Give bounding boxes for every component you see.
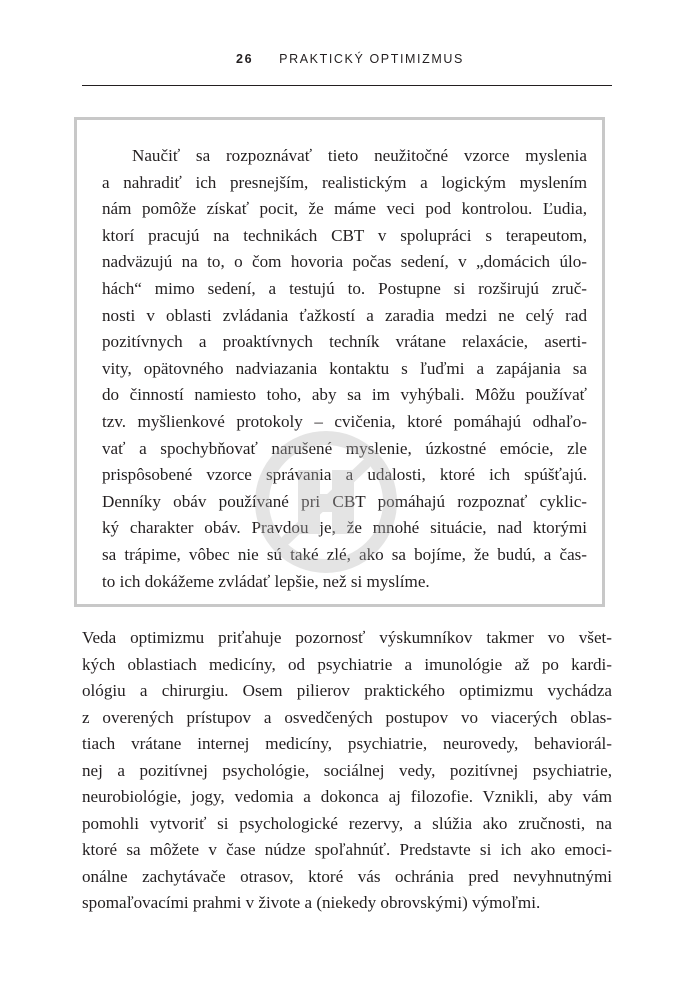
running-header (0, 52, 700, 66)
text-line: ológiu a chirurgiu. Osem pilierov praktického optimizmu vychádza (82, 681, 612, 700)
text-line: Naučiť sa rozpoznávať tieto neužitočné vzorce myslenia (132, 146, 587, 165)
text-line: z overených prístupov a osvedčených postupov vo viacerých oblas- (82, 707, 612, 727)
text-line: ký charakter obáv. Pravdou je, že mnohé situácie, nad ktorými (102, 518, 587, 538)
text-line: vať a spochybňovať narušené myslenie, úzkostné emócie, zle (102, 438, 587, 458)
text-line: to ich dokážeme zvládať lepšie, než si myslíme. (102, 571, 430, 591)
running-title: PRAKTICKÝ OPTIMIZMUS (279, 52, 464, 66)
text-line: do činností namiesto toho, aby sa im vyhýbali. Môžu používať (102, 385, 587, 405)
text-line: tiach vrátane internej medicíny, psychiatrie, neurovedy, behaviorál- (82, 734, 612, 753)
page-number: 26 (236, 52, 254, 66)
text-line: nadväzujú na to, o čom hovoria počas sedení, v „domácich úlo- (102, 252, 587, 272)
boxed-paragraph (102, 143, 587, 595)
text-line: kých oblastiach medicíny, od psychiatrie a imunológie až po kardi- (82, 654, 612, 674)
text-line: spomaľovacími prahmi v živote a (niekedy obrovskými) výmoľmi. (82, 893, 541, 912)
text-line: sa trápime, vôbec nie sú také zlé, ako sa bojíme, že budú, a čas- (102, 544, 587, 564)
text-line: pomohli vytvoriť si psychologické rezervy, a slúžia ako zručnosti, na (82, 813, 612, 833)
header-rule (82, 85, 612, 86)
text-line: nej a pozitívnej psychológie, sociálnej vedy, pozitívnej psychiatrie, (82, 760, 612, 780)
text-line: Veda optimizmu priťahuje pozornosť výskumníkov takmer vo všet- (82, 628, 612, 647)
text-line: nám pomôže získať pocit, že máme veci pod kontrolou. Ľudia, (102, 199, 587, 219)
text-line: prispôsobené vzorce správania a udalosti, ktoré ich spúšťajú. (102, 465, 587, 485)
text-line: ktorí pracujú na technikách CBT v spolupráci s terapeutom, (102, 225, 587, 245)
text-line: pozitívnych a proaktívnych techník vrátane relaxácie, aserti- (102, 332, 587, 352)
text-line: vity, opätovného nadviazania kontaktu s ľuďmi a zapájania sa (102, 358, 587, 378)
text-line: nosti v oblasti zvládania ťažkostí a zaradia medzi ne celý rad (102, 305, 587, 325)
text-line: Denníky obáv používané pri CBT pomáhajú rozpoznať cyklic- (102, 491, 587, 511)
text-line: ktoré sa môžete v čase núdze spoľahnúť. Predstavte si ich ako emoci- (82, 840, 612, 859)
body-paragraph (82, 625, 612, 917)
text-line: hách“ mimo sedení, a testujú to. Postupne si rozširujú zruč- (102, 278, 587, 298)
text-line: a nahradiť ich presnejším, realistickým a logickým myslením (102, 172, 587, 192)
text-line: onálne zachytávače otrasov, ktoré vás ochránia pred nevyhnutnými (82, 866, 612, 886)
text-line: tzv. myšlienkové protokoly – cvičenia, ktoré pomáhajú odhaľo- (102, 411, 587, 431)
text-line: neurobiológie, jogy, vedomia a dokonca aj filozofie. Vznikli, aby vám (82, 787, 612, 806)
